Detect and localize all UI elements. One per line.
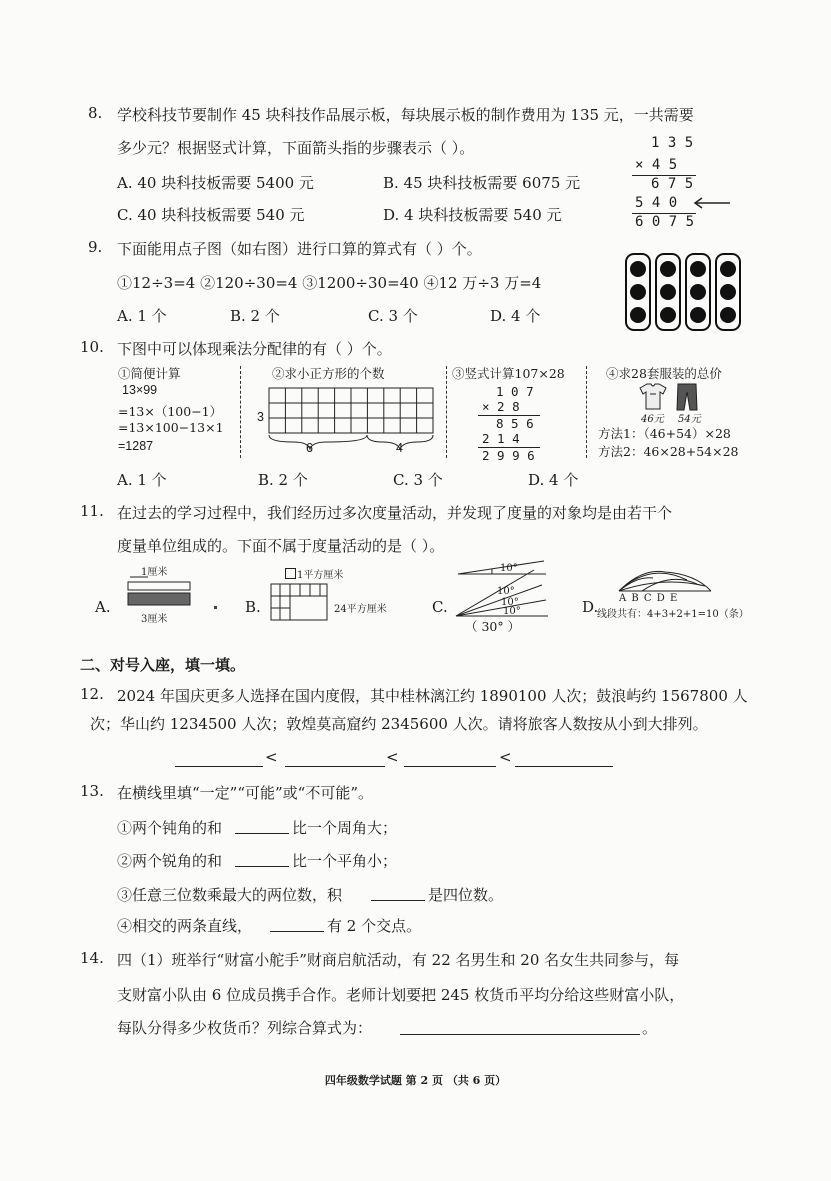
q12-text-line1: 2024 年国庆更多人选择在国内度假，其中桂林漓江约 1890100 人次；鼓浪屿约 1567800 人 [117, 687, 748, 705]
q8-option-c: C. 40 块科技板需要 540 元 [117, 206, 305, 224]
q9-option-c: C. 3 个 [368, 307, 418, 325]
q8-option-d: D. 4 块科技板需要 540 元 [383, 206, 562, 224]
q10-divider-3 [586, 366, 587, 458]
q11-d-segments-icon [615, 566, 715, 594]
q13-text-line1: 在横线里填“一定”“可能”或“不可能”。 [117, 784, 374, 802]
q10-option-b: B. 2 个 [258, 471, 308, 489]
q13-blank-4[interactable] [270, 928, 324, 932]
q10-option-d: D. 4 个 [528, 471, 579, 489]
q10-option-a: A. 1 个 [117, 471, 167, 489]
q12-blank-3[interactable] [404, 760, 496, 767]
q11-a-label: A. [95, 598, 111, 616]
q12-lt-1: < [265, 748, 278, 766]
q12-text-line2: 次；华山约 1234500 人次；敦煌莫高窟约 2345600 人次。请将旅客人数按从小到大排列。 [90, 715, 708, 733]
q11-b-label: B. [245, 598, 261, 616]
q10-text-line1: 下图中可以体现乘法分配律的有（ ）个。 [117, 340, 392, 358]
q10-p1-title: ①简便计算 [118, 366, 181, 381]
q8-calc-row1: 1 3 5 [651, 135, 694, 151]
q9-text-line1: 下面能用点子图（如右图）进行口算的算式有（ ）个。 [117, 240, 482, 258]
q10-p4-method2: 方法2：46×28+54×28 [598, 444, 739, 459]
q12-blank-4[interactable] [515, 760, 613, 767]
q13-s4-b: 有 2 个交点。 [327, 917, 422, 935]
clothing-icon [636, 382, 706, 412]
q9-items: ①12÷3=4 ②120÷30=4 ③1200÷30=40 ④12 万÷3 万=4 [117, 274, 542, 292]
q13-s3-a: ③任意三位数乘最大的两位数，积 [117, 886, 343, 904]
q10-number: 10. [80, 338, 104, 356]
q11-c-total: （ 30° ） [465, 619, 521, 634]
q9-option-a: A. 1 个 [117, 307, 167, 325]
q10-p1-line3: =13×100−13×1 [118, 420, 224, 435]
q13-blank-1[interactable] [235, 830, 289, 834]
q10-p3-row5: 2 9 9 6 [482, 448, 535, 463]
section-2-title: 二、对号入座，填一填。 [80, 656, 246, 674]
q14-answer-blank[interactable] [400, 1028, 640, 1035]
q13-number: 13. [80, 782, 104, 800]
q10-p1-line2: =13×（100−1） [118, 404, 223, 419]
q10-p1-line1: 13×99 [122, 383, 158, 397]
q11-d-text: 线段共有：4+3+2+1=10（条） [597, 609, 749, 620]
q14-end: 。 [642, 1019, 658, 1037]
q11-d-points: A B C D E [619, 593, 679, 604]
q10-p2-grid [263, 384, 438, 454]
q11-c-label: C. [432, 598, 448, 616]
q10-p2-bottom-label-2: 4 [396, 441, 403, 455]
q12-lt-3: < [499, 748, 512, 766]
q8-calc-row3: 6 7 5 [651, 176, 694, 192]
q10-divider-1 [240, 366, 241, 458]
q9-option-d: D. 4 个 [490, 307, 541, 325]
q8-option-b: B. 45 块科技板需要 6075 元 [383, 174, 581, 192]
q8-number: 8. [88, 104, 103, 122]
q12-lt-2: < [386, 748, 399, 766]
q10-p4-price1: 46元 [641, 414, 664, 425]
q12-blank-1[interactable] [175, 760, 263, 767]
q8-calc-row5: 6 0 7 5 [635, 214, 695, 230]
q13-s2-a: ②两个锐角的和 [117, 852, 223, 870]
q10-p4-title: ④求28套服装的总价 [606, 366, 722, 381]
q11-c-deg1: 10° [500, 563, 518, 574]
q11-b-unit: 1平方厘米 [297, 570, 344, 581]
q8-text-line2: 多少元？根据竖式计算，下面箭头指的步骤表示（ ）。 [117, 139, 475, 157]
dot-diagram-icon [625, 252, 745, 332]
q13-s4-a: ④相交的两条直线， [117, 917, 253, 935]
q14-text-line1: 四（1）班举行“财富小舵手”财商启航活动，有 22 名男生和 20 名女生共同参与，每 [117, 951, 680, 969]
q11-c-deg4: 10° [503, 606, 521, 617]
q9-number: 9. [88, 238, 103, 256]
q10-p1-line4: =1287 [118, 439, 154, 453]
unit-square-icon [285, 568, 296, 579]
q10-p3-row1: 1 0 7 [496, 384, 534, 399]
q10-p3-title: ③竖式计算107×28 [452, 366, 565, 381]
q12-blank-2[interactable] [285, 760, 385, 767]
q10-option-c: C. 3 个 [393, 471, 443, 489]
q13-s1-a: ①两个钝角的和 [117, 819, 223, 837]
q10-p2-bottom-label-1: 6 [306, 441, 313, 455]
q9-option-b: B. 2 个 [230, 307, 280, 325]
q10-p3-row2: × 2 8 [482, 399, 520, 414]
q13-blank-2[interactable] [235, 863, 289, 867]
q10-p4-method1: 方法1：（46+54）×28 [598, 426, 731, 441]
q11-b-grid [270, 583, 330, 623]
q11-dot [214, 606, 217, 609]
q10-p2-left-label: 3 [257, 410, 264, 424]
q8-option-a: A. 40 块科技板需要 5400 元 [117, 174, 314, 192]
q11-c-deg3: 10° [501, 597, 519, 608]
q11-number: 11. [80, 502, 104, 520]
q10-divider-2 [446, 366, 447, 458]
q11-c-deg2: 10° [497, 586, 515, 597]
q10-p3-row4: 2 1 4 [482, 431, 520, 446]
q8-calc-row4: 5 4 0 [635, 195, 678, 211]
q11-a-top-label: 1厘米 [141, 567, 168, 578]
q13-s1-b: 比一个周角大； [292, 819, 398, 837]
q10-p4-price2: 54元 [678, 414, 701, 425]
q13-blank-3[interactable] [371, 897, 425, 901]
arrow-left-icon [690, 196, 732, 210]
q8-text-line1: 学校科技节要制作 45 块科技作品展示板，每块展示板的制作费用为 135 元，一共需要 [117, 106, 694, 124]
q11-a-bottom-label: 3厘米 [141, 614, 168, 625]
q11-d-label: D. [582, 598, 599, 616]
q12-number: 12. [80, 685, 104, 703]
page-footer: 四年级数学试题 第 2 页 （共 6 页） [324, 1074, 507, 1087]
q13-s2-b: 比一个平角小； [292, 852, 398, 870]
q11-b-area: 24平方厘米 [334, 604, 387, 615]
q11-text-line2: 度量单位组成的。下面不属于度量活动的是（ ）。 [117, 537, 445, 555]
q13-s3-b: 是四位数。 [428, 886, 504, 904]
q10-p3-row3: 8 5 6 [496, 416, 534, 431]
q11-text-line1: 在过去的学习过程中，我们经历过多次度量活动，并发现了度量的对象均是由若干个 [117, 504, 673, 522]
q14-text-line2: 支财富小队由 6 位成员携手合作。老师计划要把 245 枚货币平均分给这些财富小队， [117, 986, 685, 1004]
q10-p2-title: ②求小正方形的个数 [272, 366, 385, 381]
q8-calc-row2: × 4 5 [635, 157, 678, 173]
q11-a-figure [126, 573, 192, 613]
q14-text-line3: 每队分得多少枚货币？列综合算式为： [117, 1019, 373, 1037]
q14-number: 14. [80, 949, 104, 967]
